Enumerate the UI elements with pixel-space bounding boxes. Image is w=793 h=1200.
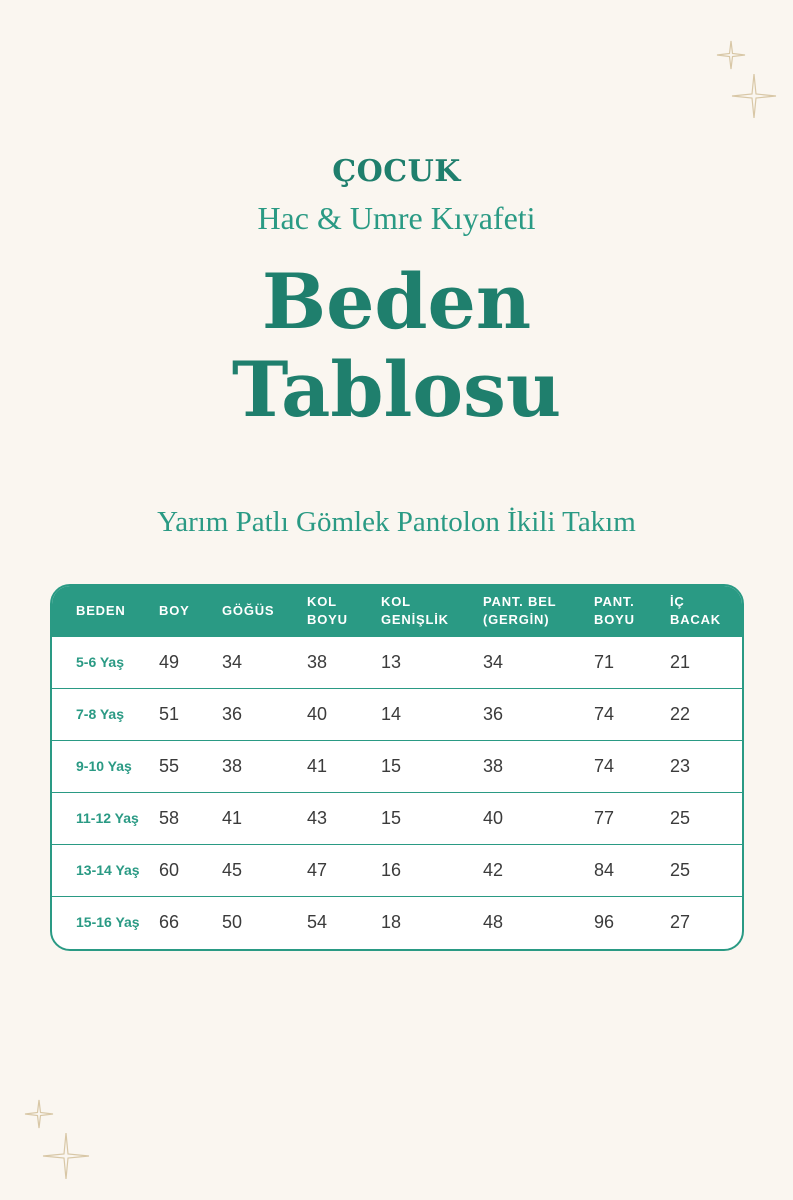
value-cell: 40 (483, 807, 504, 828)
value-cell: 77 (594, 807, 615, 828)
size-cell: 7-8 Yaş (76, 706, 125, 722)
table-row (52, 688, 742, 740)
value-cell: 25 (670, 807, 691, 828)
title-line-2: Tablosu (231, 345, 562, 434)
value-cell: 84 (594, 859, 615, 880)
column-header-kol-boyu: KOL BOYU (307, 594, 348, 627)
sparkle-icon (42, 1132, 90, 1180)
value-cell: 50 (222, 911, 243, 932)
title-line-1: Beden (261, 257, 532, 346)
category-label: ÇOCUK (332, 154, 461, 189)
value-cell: 36 (222, 703, 243, 724)
size-cell: 15-16 Yaş (76, 914, 140, 930)
value-cell: 54 (307, 911, 328, 932)
value-cell: 15 (381, 755, 402, 776)
table-row (52, 792, 742, 844)
value-cell: 27 (670, 911, 691, 932)
value-cell: 66 (159, 911, 180, 932)
column-header-kol-genislik: KOL GENİŞLİK (381, 594, 449, 627)
value-cell: 18 (381, 911, 402, 932)
value-cell: 34 (483, 651, 504, 672)
value-cell: 42 (483, 859, 504, 880)
value-cell: 25 (670, 859, 691, 880)
value-cell: 16 (381, 859, 402, 880)
table-row (52, 896, 742, 948)
value-cell: 13 (381, 651, 402, 672)
value-cell: 34 (222, 651, 243, 672)
value-cell: 74 (594, 755, 615, 776)
table-header-row (52, 586, 742, 636)
collection-subtitle: Hac & Umre Kıyafeti (257, 200, 536, 236)
sparkle-icon (24, 1099, 54, 1129)
value-cell: 43 (307, 807, 328, 828)
size-table (50, 584, 744, 951)
size-cell: 5-6 Yaş (76, 654, 125, 670)
value-cell: 38 (222, 755, 243, 776)
value-cell: 48 (483, 911, 504, 932)
value-cell: 45 (222, 859, 243, 880)
value-cell: 58 (159, 807, 180, 828)
value-cell: 38 (307, 651, 328, 672)
column-header-beden: BEDEN (76, 603, 126, 618)
column-header-boy: BOY (159, 603, 190, 618)
table-row (52, 844, 742, 896)
size-cell: 9-10 Yaş (76, 758, 132, 774)
value-cell: 21 (670, 651, 691, 672)
value-cell: 74 (594, 703, 615, 724)
value-cell: 38 (483, 755, 504, 776)
value-cell: 71 (594, 651, 615, 672)
value-cell: 60 (159, 859, 180, 880)
value-cell: 47 (307, 859, 328, 880)
size-cell: 11-12 Yaş (76, 810, 139, 826)
product-name: Yarım Patlı Gömlek Pantolon İkili Takım (157, 506, 636, 538)
sparkle-icon (716, 40, 746, 70)
value-cell: 96 (594, 911, 615, 932)
value-cell: 36 (483, 703, 504, 724)
value-cell: 51 (159, 703, 180, 724)
page-title (0, 258, 793, 434)
table-row (52, 740, 742, 792)
value-cell: 15 (381, 807, 402, 828)
column-header-ic-bacak: İÇ BACAK (670, 594, 721, 627)
column-header-gogus: GÖĞÜS (222, 603, 275, 618)
column-header-pant-boyu: PANT. BOYU (594, 594, 635, 627)
value-cell: 22 (670, 703, 691, 724)
value-cell: 14 (381, 703, 402, 724)
table-row (52, 636, 742, 688)
size-cell: 13-14 Yaş (76, 862, 140, 878)
column-header-pant-bel: PANT. BEL (GERGİN) (483, 594, 557, 627)
sparkle-icon (731, 73, 777, 119)
value-cell: 23 (670, 755, 691, 776)
value-cell: 40 (307, 703, 328, 724)
value-cell: 49 (159, 651, 180, 672)
value-cell: 41 (307, 755, 328, 776)
value-cell: 41 (222, 807, 243, 828)
value-cell: 55 (159, 755, 180, 776)
